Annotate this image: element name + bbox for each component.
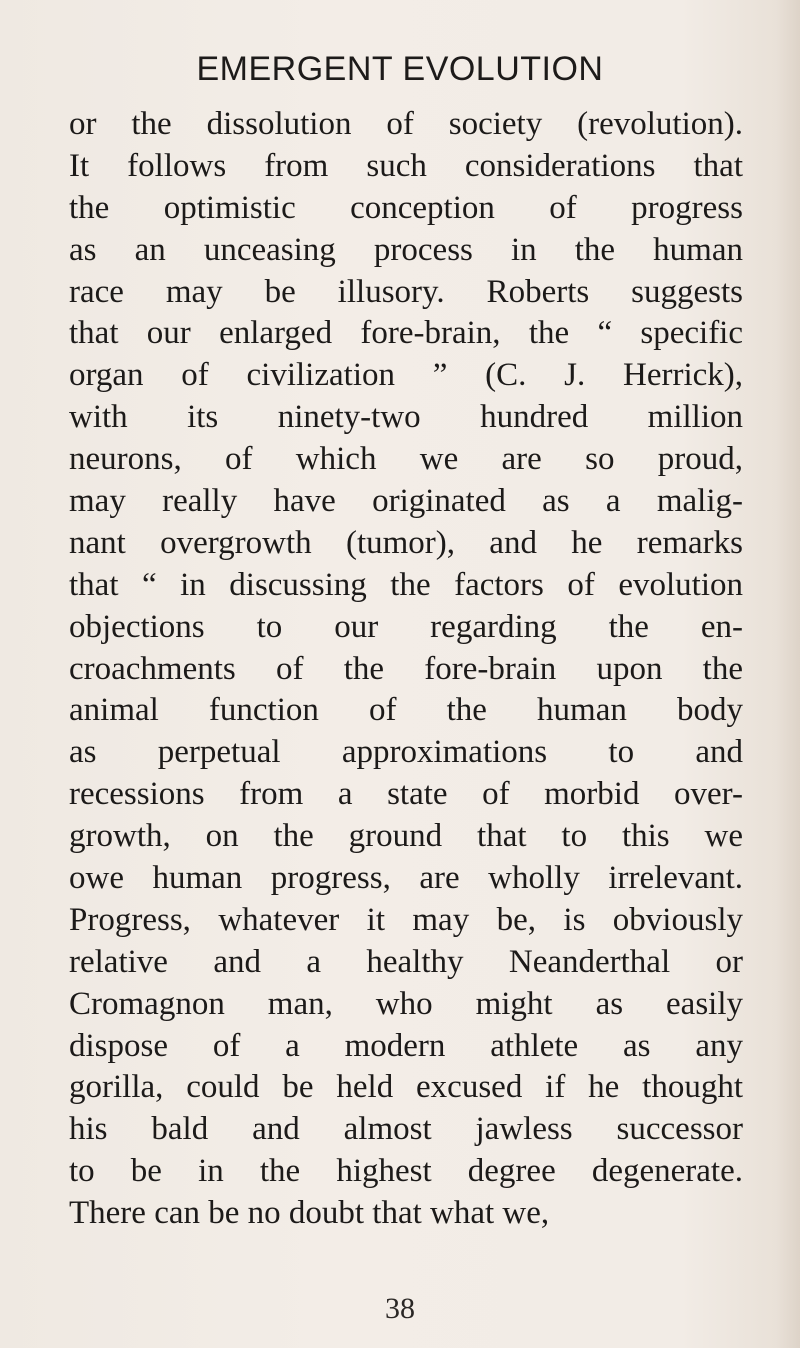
text-line: gorilla, could be held excused if he thought xyxy=(69,1069,743,1106)
page-number: 38 xyxy=(385,1292,415,1325)
text-line: that “ in discussing the factors of evolution xyxy=(69,566,743,603)
text-line: may really have originated as a malig- xyxy=(69,483,743,520)
text-line: owe human progress, are wholly irrelevant. xyxy=(69,860,743,897)
text-line: or the dissolution of society (revolution). xyxy=(69,106,743,142)
text-line: animal function of the human body xyxy=(69,692,743,729)
text-line: as perpetual approximations to and xyxy=(69,734,743,771)
text-line: nant overgrowth (tumor), and he remarks xyxy=(69,524,743,561)
text-line: that our enlarged fore-brain, the “ specific xyxy=(69,315,743,352)
text-line: race may be illusory. Roberts suggests xyxy=(69,273,743,310)
text-line: It follows from such considerations that xyxy=(69,147,743,184)
text-line: organ of civilization ” (C. J. Herrick), xyxy=(69,357,743,394)
text-line: There can be no doubt that what we, xyxy=(69,1195,550,1232)
text-line: as an unceasing process in the human xyxy=(69,231,743,268)
text-line: neurons, of which we are so proud, xyxy=(69,441,743,478)
text-line: dispose of a modern athlete as any xyxy=(69,1027,743,1064)
text-line: Progress, whatever it may be, is obviously xyxy=(69,901,743,938)
text-line: to be in the highest degree degenerate. xyxy=(69,1153,743,1190)
text-line: croachments of the fore-brain upon the xyxy=(69,650,743,687)
text-line: objections to our regarding the en- xyxy=(69,608,743,645)
text-line: his bald and almost jawless successor xyxy=(69,1111,743,1148)
running-head: EMERGENT EVOLUTION xyxy=(196,50,604,88)
body-text xyxy=(69,104,743,1235)
text-line: the optimistic conception of progress xyxy=(69,189,743,226)
text-line: Cromagnon man, who might as easily xyxy=(69,985,743,1022)
text-line: relative and a healthy Neanderthal or xyxy=(69,943,743,980)
text-line: recessions from a state of morbid over- xyxy=(69,776,743,813)
text-line: with its ninety-two hundred million xyxy=(69,399,743,436)
text-line: growth, on the ground that to this we xyxy=(69,818,743,855)
